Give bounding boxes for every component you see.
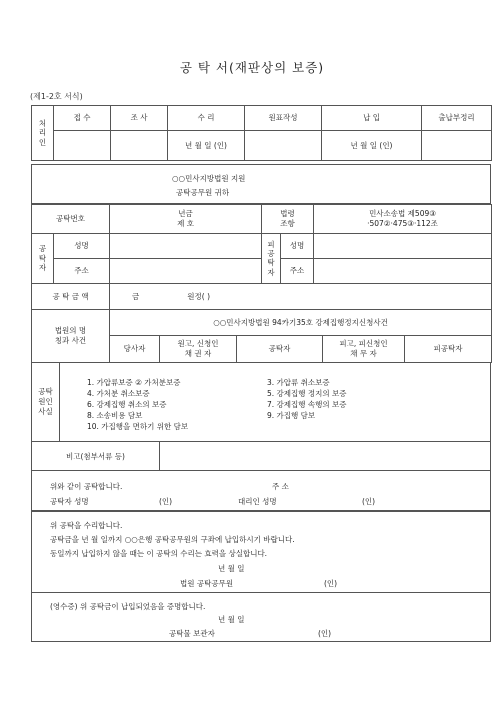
depositor-name-field bbox=[110, 234, 262, 259]
col-original: 원표작성 bbox=[245, 106, 322, 131]
cause-item: 1. 가압류보증 ② 가처분보증 bbox=[87, 378, 181, 387]
respondent-addr-field bbox=[314, 259, 492, 284]
cause-label: 공탁원인사실 bbox=[32, 363, 60, 441]
remarks-label: 비고(첨부서류 등) bbox=[32, 442, 160, 470]
col-inspection: 조 사 bbox=[111, 106, 168, 131]
col-ledger: 출납부정리 bbox=[422, 106, 492, 131]
depositor-name-label: 성명 bbox=[54, 234, 110, 259]
remarks-row bbox=[31, 441, 491, 471]
depositor-label: 공탁자 bbox=[32, 234, 54, 284]
acceptance-block: 위 공탁을 수리합니다. 공탁금을 년 월 일까지 ○○은행 공탁공무원의 구좌에 납입하시기 바랍니다. 동일까지 납입하지 않을 때는 이 공탁의 수리는 효력을 상실합니다. 년 월 일 법원 공탁공무원 (인) bbox=[31, 511, 491, 593]
plaintiff-label: 원고, 신청인 채 권 자 bbox=[160, 336, 237, 363]
cause-item: 10. 가집행을 면하기 위한 담보 bbox=[87, 422, 189, 431]
cause-item: 8. 소송비용 담보 bbox=[87, 411, 143, 420]
col-acceptance: 수 리 bbox=[168, 106, 245, 131]
cause-item: 9. 가집행 담보 bbox=[267, 411, 316, 420]
amount-label: 공 탁 금 액 bbox=[32, 284, 110, 310]
col-receipt: 접 수 bbox=[54, 106, 111, 131]
defendant-label: 피고, 피신청인 채 무 자 bbox=[323, 336, 405, 363]
cause-item: 6. 강제집행 취소의 보증 bbox=[87, 400, 167, 409]
depositor-addr-field bbox=[110, 259, 262, 284]
deposit-form-table bbox=[31, 204, 492, 310]
respondent-col-label: 피공탁자 bbox=[405, 336, 492, 363]
case-label: 법원의 명 칭과 사건 bbox=[32, 310, 110, 363]
cause-item: 7. 강제집행 속행의 보증 bbox=[267, 400, 347, 409]
page-title: 공 탁 서(재판상의 보증) bbox=[179, 60, 325, 75]
deposit-number-label: 공탁번호 bbox=[32, 205, 110, 234]
payment-date: 년 월 일 (인) bbox=[322, 131, 422, 161]
depositor-signature: 위와 같이 공탁합니다. 주 소 공탁자 성명 (인) 대리인 성명 (인) bbox=[31, 470, 491, 511]
case-table bbox=[31, 309, 492, 363]
party-label: 당사자 bbox=[110, 336, 160, 363]
law-label: 법령 조항 bbox=[262, 205, 314, 234]
amount-field: 금 원정( ) bbox=[110, 284, 492, 310]
col-payment: 납 입 bbox=[322, 106, 422, 131]
respondent-name-field bbox=[314, 234, 492, 259]
respondent-label: 피공탁자 bbox=[262, 234, 281, 284]
case-name: ○○민사지방법원 94카기35호 강제집행정지신청사건 bbox=[110, 310, 492, 336]
depositor-addr-label: 주소 bbox=[54, 259, 110, 284]
respondent-addr-label: 주소 bbox=[281, 259, 314, 284]
cause-item: 3. 가압류 취소보증 bbox=[267, 378, 330, 387]
acceptance-date: 년 월 일 (인) bbox=[168, 131, 245, 161]
court-addressee: ○○민사지방법원 지원 공탁공무원 귀하 bbox=[31, 164, 491, 204]
cause-item: 5. 강제집행 정지의 보증 bbox=[267, 389, 347, 398]
processing-table bbox=[31, 105, 492, 161]
respondent-name-label: 성명 bbox=[281, 234, 314, 259]
deposit-number: 년금 제 호 bbox=[110, 205, 262, 234]
cause-item: 4. 가처분 취소보증 bbox=[87, 389, 150, 398]
law-articles: 민사소송법 제509③ ·507②·475③·112조 bbox=[314, 205, 492, 234]
receipt-block: (영수증) 위 공탁금이 납입되었음을 증명합니다. 년 월 일 공탁물 보관자 (인) bbox=[31, 592, 491, 642]
processor-label: 처리인 bbox=[32, 106, 54, 161]
depositor-col-label: 공탁자 bbox=[237, 336, 323, 363]
form-number: (제1-2호 서식) bbox=[30, 92, 83, 101]
deposit-cause bbox=[31, 362, 491, 442]
